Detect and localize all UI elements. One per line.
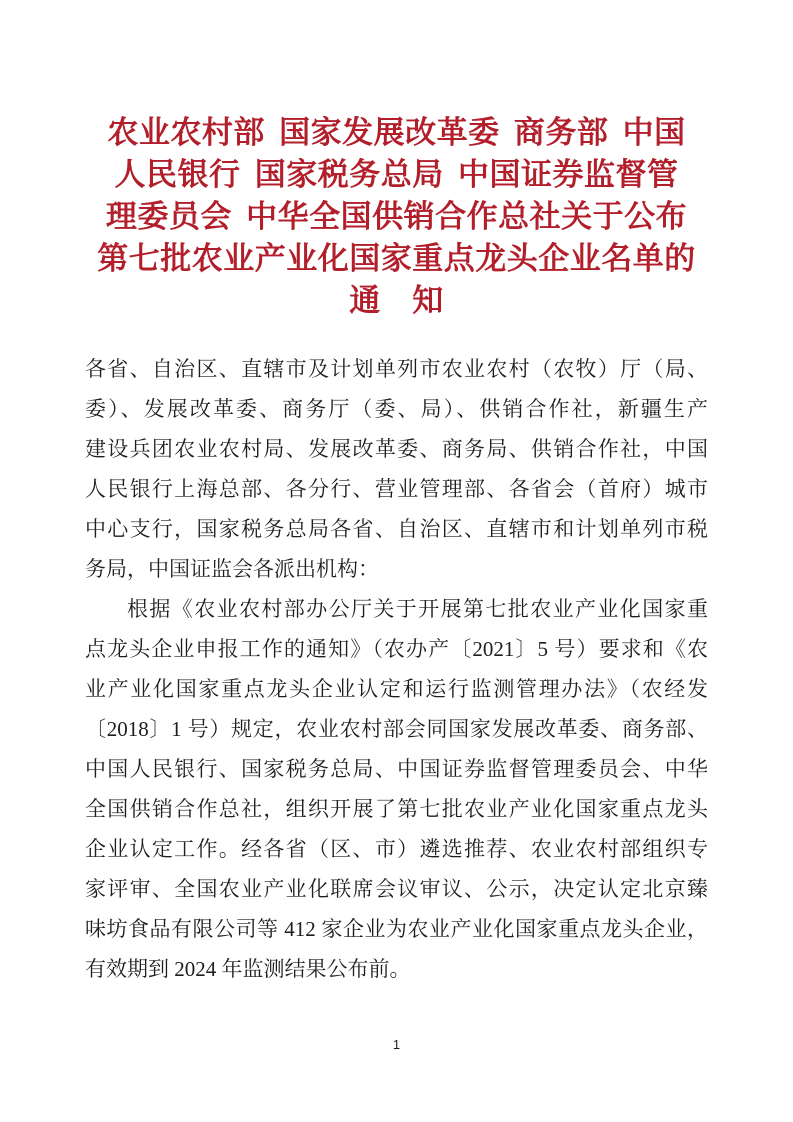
text-line: 有效期到 2024 年监测结果公布前。 bbox=[85, 957, 411, 981]
text-line: 企业认定工作。经各省（区、市）遴选推荐、农业农村部组织专 bbox=[85, 837, 708, 861]
page-number: 1 bbox=[392, 1037, 401, 1052]
text-line: 务局，中国证监会各派出机构： bbox=[85, 557, 379, 581]
text-line: 根据《农业农村部办公厅关于开展第七批农业产业化国家重 bbox=[127, 597, 708, 621]
text-line: 业产业化国家重点龙头企业认定和运行监测管理办法》（农经发 bbox=[85, 677, 708, 701]
title-line: 通 知 bbox=[349, 283, 444, 318]
text-line: 建设兵团农业农村局、发展改革委、商务局、供销合作社，中国 bbox=[85, 437, 708, 461]
paragraph bbox=[85, 349, 708, 589]
text-line: 中国人民银行、国家税务总局、中国证券监督管理委员会、中华 bbox=[85, 757, 708, 781]
page-footer bbox=[0, 1036, 793, 1054]
title-line: 第七批农业产业化国家重点龙头企业名单的 bbox=[97, 241, 696, 276]
text-line: 味坊食品有限公司等 412 家企业为农业产业化国家重点龙头企业， bbox=[85, 917, 708, 941]
text-line: 中心支行，国家税务总局各省、自治区、直辖市和计划单列市税 bbox=[85, 517, 708, 541]
text-line: 各省、自治区、直辖市及计划单列市农业农村（农牧）厅（局、 bbox=[85, 357, 708, 381]
text-line: 全国供销合作总社，组织开展了第七批农业产业化国家重点龙头 bbox=[85, 797, 708, 821]
text-line: 人民银行上海总部、各分行、营业管理部、各省会（首府）城市 bbox=[85, 477, 708, 501]
paragraph bbox=[85, 589, 708, 989]
text-line: 点龙头企业申报工作的通知》（农办产〔2021〕5 号）要求和《农 bbox=[85, 637, 708, 661]
title-line: 理委员会 中华全国供销合作总社关于公布 bbox=[105, 199, 688, 234]
text-line: 委）、发展改革委、商务厅（委、局）、供销合作社，新疆生产 bbox=[85, 397, 708, 421]
text-line: 家评审、全国农业产业化联席会议审议、公示，决定认定北京臻 bbox=[85, 877, 708, 901]
title-line: 农业农村部 国家发展改革委 商务部 中国 bbox=[107, 115, 686, 150]
document-title bbox=[85, 112, 708, 322]
text-line: 〔2018〕1 号）规定，农业农村部会同国家发展改革委、商务部、 bbox=[85, 717, 708, 741]
document-body bbox=[85, 349, 708, 989]
title-line: 人民银行 国家税务总局 中国证券监督管 bbox=[114, 157, 679, 192]
